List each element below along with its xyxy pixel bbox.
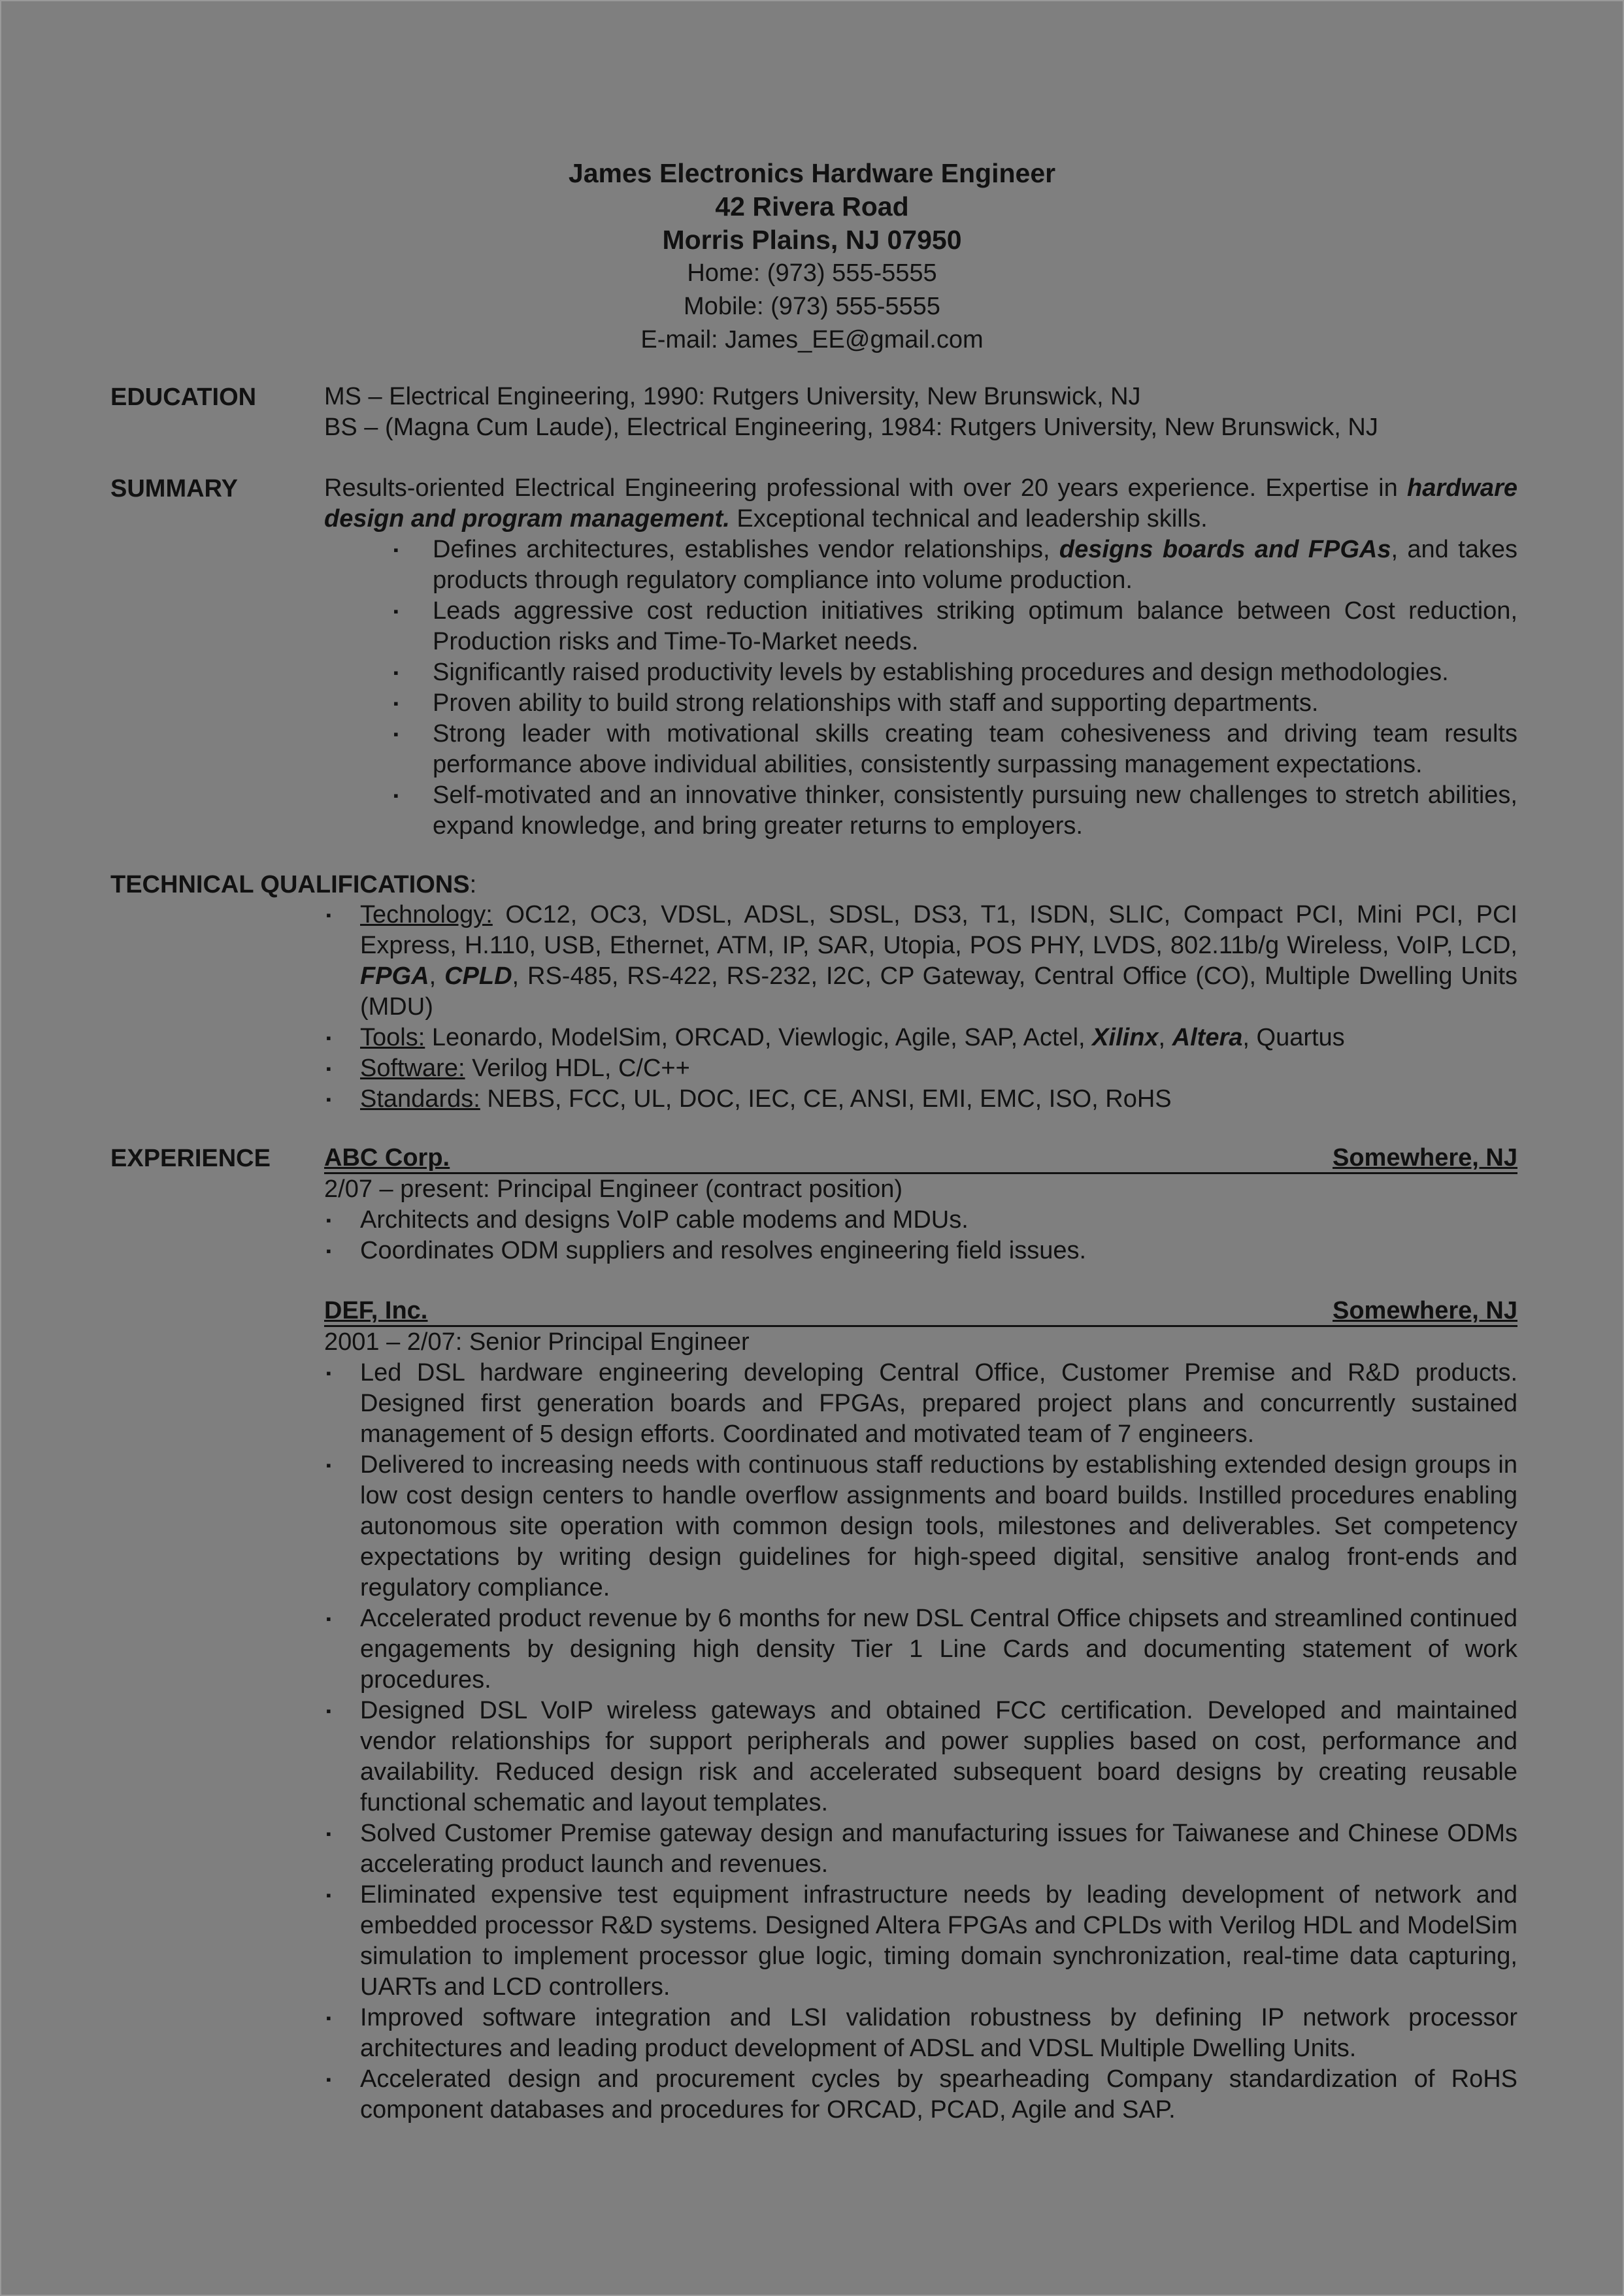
company-name: DEF, Inc. [324, 1297, 428, 1324]
bullet-icon: ▪ [326, 1243, 331, 1259]
bullet-icon: ▪ [326, 1887, 331, 1903]
list-item: ▪ Architects and designs VoIP cable modems and MDUs. [360, 1205, 1517, 1236]
list-item: ▪ Self-motivated and an innovative thinker, consistently pursuing new challenges to stretch abilities, expand knowledge, and bring greater returns to employers. [393, 781, 1517, 840]
list-item: ▪ Delivered to increasing needs with continuous staff reductions by establishing extended design groups in low cost design centers to handle overflow assignments and board builds. Instilled procedures enabling autonomous site operation with common design tools, milestones and deliverables. Set competency expectations by writing design guidelines for high-speed digital, sensitive analog front-ends and regulatory compliance. [326, 1451, 1517, 1601]
summary-bullets [324, 534, 1517, 842]
job-def [324, 1296, 1517, 2125]
bullet-icon: ▪ [393, 664, 399, 681]
experience-heading: EXPERIENCE [110, 1145, 271, 1172]
bullet-icon: ▪ [326, 2010, 331, 2026]
list-item: ▪ Eliminated expensive test equipment infrastructure needs by leading development of network and embedded processor R&D systems. Designed Altera FPGAs and CPLDs with Verilog HDL and ModelSim simulation to implement processor glue logic, timing domain synchronization, real-time data capturing, UARTs and LCD controllers. [326, 1881, 1517, 2001]
software-label: Software: [360, 1055, 465, 1082]
technical-heading: TECHNICAL QUALIFICATIONS: [110, 871, 477, 898]
bullet-icon: ▪ [326, 907, 331, 923]
summary-emphasis: designs boards and FPGAs [1059, 536, 1391, 563]
bullet-icon: ▪ [393, 542, 399, 558]
home-phone: Home: (973) 555-5555 [687, 259, 937, 287]
job-abc [324, 1143, 1517, 1266]
bullet-icon: ▪ [326, 1030, 331, 1046]
company-location: Somewhere, NJ [1333, 1297, 1517, 1324]
list-item: ▪ Solved Customer Premise gateway design and manufacturing issues for Taiwanese and Chinese ODMs accelerating product launch and revenues. [326, 1820, 1517, 1878]
list-item: ▪ Software: Verilog HDL, C/C++ [360, 1053, 1517, 1084]
list-item: ▪ Defines architectures, establishes vendor relationships, designs boards and FPGAs, and takes products through regulatory compliance into volume production. [393, 536, 1517, 594]
education-list [324, 382, 1517, 443]
job-role: 2001 – 2/07: Senior Principal Engineer [324, 1328, 750, 1356]
bullet-icon: ▪ [393, 787, 399, 804]
list-item: ▪ Led DSL hardware engineering developing Central Office, Customer Premise and R&D products. Designed first generation boards and FPGAs, prepared project plans and concurrently sustained management of 5 design efforts. Coordinated and motivated team of 7 engineers. [326, 1359, 1517, 1448]
education-entry: BS – (Magna Cum Laude), Electrical Engineering, 1984: Rutgers University, New Brunswick, NJ [324, 414, 1378, 441]
email-address: E-mail: James_EE@gmail.com [640, 326, 984, 353]
technical-list [326, 900, 1518, 1115]
education-heading: EDUCATION [110, 384, 257, 411]
bullet-icon: ▪ [326, 1611, 331, 1627]
list-item: ▪ Technology: OC12, OC3, VDSL, ADSL, SDSL, DS3, T1, ISDN, SLIC, Compact PCI, Mini PCI, PCI Express, H.110, USB, Ethernet, ATM, IP, SAR, Utopia, POS PHY, LVDS, 802.11b/g Wireless, VoIP, LCD, FPGA, CPLD, RS-485, RS-422, RS-232, I2C, CP Gateway, Central Office (CO), Multiple Dwelling Units (MDU) [326, 901, 1518, 1021]
summary-intro [324, 473, 1517, 534]
summary-block [324, 473, 1517, 842]
bullet-icon: ▪ [326, 2071, 331, 2088]
candidate-name: James Electronics Hardware Engineer [568, 158, 1056, 188]
bullet-icon: ▪ [326, 1365, 331, 1381]
job-header [324, 1143, 1517, 1174]
bullet-icon: ▪ [326, 1060, 331, 1077]
experience-block [324, 1143, 1517, 2125]
list-item: ▪ Standards: NEBS, FCC, UL, DOC, IEC, CE, ANSI, EMI, EMC, ISO, RoHS [360, 1084, 1517, 1115]
list-item: ▪ Accelerated design and procurement cycles by spearheading Company standardization of RoHS component databases and procedures for ORCAD, PCAD, Agile and SAP. [326, 2065, 1517, 2124]
street-address: 42 Rivera Road [715, 191, 909, 221]
bullet-icon: ▪ [326, 1091, 331, 1107]
list-item: ▪ Designed DSL VoIP wireless gateways and obtained FCC certification. Developed and maintained vendor relationships for support peripherals and power supplies based on cost, performance and availability. Reduced design risk and accelerated subsequent board designs by creating reusable functional schematic and layout templates. [326, 1697, 1517, 1816]
education-entry: MS – Electrical Engineering, 1990: Rutgers University, New Brunswick, NJ [324, 383, 1141, 410]
summary-heading: SUMMARY [110, 475, 238, 502]
tools-label: Tools: [360, 1024, 425, 1051]
summary-intro-end: Exceptional technical and leadership skills. [729, 505, 1208, 533]
standards-label: Standards: [360, 1085, 480, 1113]
list-item: ▪ Accelerated product revenue by 6 months for new DSL Central Office chipsets and streamlined continued engagements by designing high density Tier 1 Line Cards and documenting statement of work procedures. [326, 1605, 1517, 1694]
city-address: Morris Plains, NJ 07950 [662, 225, 962, 255]
job-bullets [324, 1358, 1517, 2125]
bullet-icon: ▪ [393, 695, 399, 712]
summary-expertise: hardware design and program management. [324, 474, 1517, 533]
company-name: ABC Corp. [324, 1144, 450, 1172]
bullet-icon: ▪ [326, 1703, 331, 1719]
list-item: ▪ Improved software integration and LSI validation robustness by defining IP network processor architectures and leading product development of ADSL and VDSL Multiple Dwelling Units. [326, 2004, 1517, 2062]
job-header [324, 1296, 1517, 1327]
bullet-icon: ▪ [393, 726, 399, 742]
bullet-icon: ▪ [326, 1212, 331, 1228]
summary-intro-text: Results-oriented Electrical Engineering professional with over 20 years experience. Expertise in [324, 474, 1408, 502]
resume-header [1, 157, 1623, 357]
list-item: ▪ Coordinates ODM suppliers and resolves engineering field issues. [360, 1236, 1517, 1266]
list-item: ▪ Tools: Leonardo, ModelSim, ORCAD, Viewlogic, Agile, SAP, Actel, Xilinx, Altera, Quartus [360, 1023, 1517, 1053]
job-role: 2/07 – present: Principal Engineer (contract position) [324, 1175, 903, 1203]
list-item: ▪ Significantly raised productivity levels by establishing procedures and design methodologies. [433, 657, 1517, 688]
job-bullets [324, 1205, 1517, 1266]
list-item: ▪ Leads aggressive cost reduction initiatives striking optimum balance between Cost reduction, Production risks and Time-To-Market needs. [393, 597, 1517, 655]
bullet-icon: ▪ [326, 1826, 331, 1842]
technology-label: Technology: [360, 901, 493, 928]
mobile-phone: Mobile: (973) 555-5555 [684, 293, 940, 320]
bullet-icon: ▪ [393, 603, 399, 619]
list-item: ▪ Strong leader with motivational skills creating team cohesiveness and driving team results performance above individual abilities, consistently surpassing management expectations. [393, 720, 1517, 778]
bullet-icon: ▪ [326, 1457, 331, 1473]
company-location: Somewhere, NJ [1333, 1144, 1517, 1172]
list-item: ▪ Proven ability to build strong relationships with staff and supporting departments. [433, 688, 1517, 719]
